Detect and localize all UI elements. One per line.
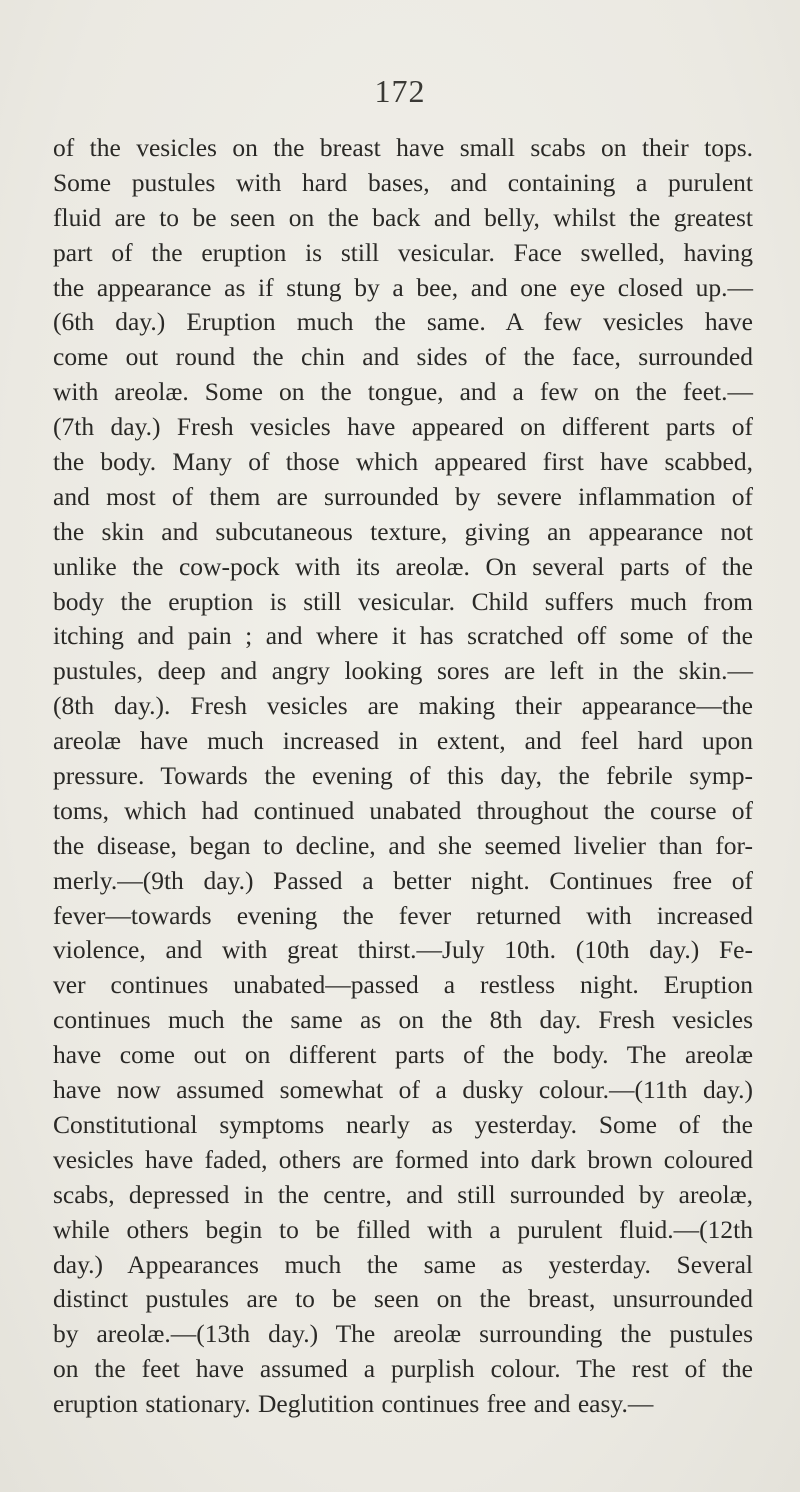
text-line: of the vesicles on the breast have small scabs on their tops.: [53, 133, 753, 162]
text-line: have come out on different parts of the body. The areolæ: [53, 1040, 753, 1070]
text-line: (6th day.) Eruption much the same. A few vesicles have: [53, 307, 753, 337]
text-line: Some pustules with hard bases, and containing a purulent: [53, 167, 753, 197]
page-number: 172: [374, 73, 426, 109]
text-line: merly.—(9th day.) Passed a better night. Continues free of: [53, 865, 753, 895]
text-line: the appearance as if stung by a bee, and one eye closed up.—: [53, 272, 753, 302]
text-line: (7th day.) Fresh vesicles have appeared on different parts of: [53, 412, 753, 442]
text-line: pustules, deep and angry looking sores are left in the skin.—: [53, 656, 753, 686]
text-line: and most of them are surrounded by severe inflammation of: [53, 481, 753, 511]
text-line: the skin and subcutaneous texture, giving an appearance not: [53, 516, 753, 546]
text-line: violence, and with great thirst.—July 10th. (10th day.) Fe-: [53, 935, 753, 965]
text-line: day.) Appearances much the same as yesterday. Several: [53, 1249, 753, 1279]
text-line: eruption stationary. Deglutition continues free and easy.—: [53, 1389, 654, 1419]
text-line: body the eruption is still vesicular. Child suffers much from: [53, 586, 753, 616]
text-line: by areolæ.—(13th day.) The areolæ surrounding the pustules: [53, 1319, 753, 1349]
text-line: vesicles have faded, others are formed into dark brown coloured: [53, 1144, 753, 1174]
text-line: unlike the cow-pock with its areolæ. On several parts of the: [53, 551, 753, 581]
text-line: scabs, depressed in the centre, and still surrounded by areolæ,: [53, 1179, 753, 1209]
text-line: areolæ have much increased in extent, and feel hard upon: [53, 726, 753, 756]
text-line: with areolæ. Some on the tongue, and a few on the feet.—: [53, 377, 753, 407]
text-line: (8th day.). Fresh vesicles are making their appearance—the: [53, 691, 753, 721]
text-line: have now assumed somewhat of a dusky colour.—(11th day.): [53, 1075, 753, 1105]
text-line: while others begin to be filled with a purulent fluid.—(12th: [53, 1214, 753, 1244]
text-line: distinct pustules are to be seen on the breast, unsurrounded: [53, 1284, 753, 1314]
text-line: Constitutional symptoms nearly as yesterday. Some of the: [53, 1109, 753, 1139]
text-line: itching and pain ; and where it has scratched off some of the: [53, 621, 753, 651]
text-line: pressure. Towards the evening of this day, the febrile symp-: [53, 761, 753, 791]
text-line: part of the eruption is still vesicular. Face swelled, having: [53, 237, 753, 267]
text-line: toms, which had continued unabated throughout the course of: [53, 795, 753, 825]
text-line: the body. Many of those which appeared first have scabbed,: [53, 447, 753, 477]
text-line: come out round the chin and sides of the face, surrounded: [53, 342, 753, 372]
text-line: on the feet have assumed a purplish colour. The rest of the: [53, 1354, 753, 1384]
text-line: the disease, began to decline, and she seemed livelier than for-: [53, 830, 753, 860]
text-line: fluid are to be seen on the back and belly, whilst the greatest: [53, 202, 753, 232]
text-line: fever—towards evening the fever returned with increased: [53, 900, 753, 930]
body-text: [53, 131, 753, 1422]
text-line: ver continues unabated—passed a restless night. Eruption: [53, 970, 753, 1000]
text-line: continues much the same as on the 8th day. Fresh vesicles: [53, 1005, 753, 1035]
